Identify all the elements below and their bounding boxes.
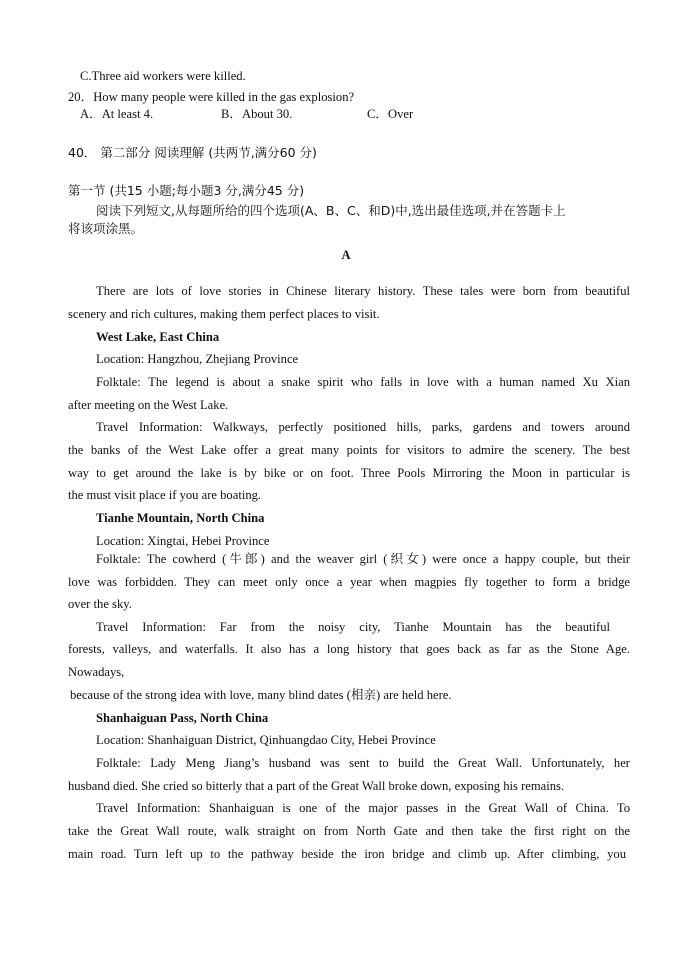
- tianhe-folktale-line-1: Folktale: The cowherd (牛郎) and the weaver girl (织女) were once a happy couple, but their: [96, 552, 630, 566]
- intro-line-1: There are lots of love stories in Chinese literary history. These tales were born from beautiful: [96, 284, 630, 298]
- q20-option-b: B．About 30.: [221, 107, 293, 121]
- west-lake-title: West Lake, East China: [96, 330, 220, 344]
- intro-line-2: scenery and rich cultures, making them perfect places to visit.: [68, 307, 380, 321]
- shanhaiguan-folktale-line-1: Folktale: Lady Meng Jiang’s husband was sent to build the Great Wall. Unfortunately, her: [96, 756, 630, 770]
- shanhaiguan-travel-line-2: take the Great Wall route, walk straight on from North Gate and then take the first right on the: [68, 824, 630, 838]
- q20-stem: 20．How many people were killed in the gas explosion?: [68, 90, 355, 104]
- tianhe-title: Tianhe Mountain, North China: [96, 511, 265, 525]
- q20-option-a: A．At least 4.: [80, 107, 154, 121]
- west-lake-location: Location: Hangzhou, Zhejiang Province: [96, 352, 299, 366]
- tianhe-folktale-line-3: over the sky.: [68, 597, 132, 611]
- tianhe-travel-line-4: because of the strong idea with love, many blind dates (相亲) are held here.: [70, 688, 452, 702]
- west-lake-folktale-line-1: Folktale: The legend is about a snake spirit who falls in love with a human named Xu Xian: [96, 375, 630, 389]
- west-lake-travel-line-3: way to get around the lake is by bike or on foot. Three Pools Mirroring the Moon in particular is: [68, 466, 630, 480]
- part2-heading: 40． 第二部分 阅读理解 (共两节,满分60 分): [68, 145, 317, 160]
- west-lake-travel-line-4: the must visit place if you are boating.: [68, 488, 262, 502]
- q20-option-c: C．Over: [367, 107, 414, 121]
- shanhaiguan-folktale-line-2: husband died. She cried so bitterly that a part of the Great Wall broke down, exposing his remains.: [68, 779, 565, 793]
- instructions-line-2: 将该项涂黑。: [68, 221, 144, 236]
- shanhaiguan-title: Shanhaiguan Pass, North China: [96, 711, 269, 725]
- tianhe-folktale-line-2: love was forbidden. They can meet only once a year when magpies fly together to form a bridge: [68, 575, 630, 589]
- section1-heading: 第一节 (共15 小题;每小题3 分,满分45 分): [68, 183, 305, 198]
- tianhe-travel-line-2: forests, valleys, and waterfalls. It also has a long history that goes back as far as the Stone Age.: [68, 642, 630, 656]
- tianhe-location: Location: Xingtai, Hebei Province: [96, 534, 270, 548]
- q19-option-c: C.Three aid workers were killed.: [80, 69, 246, 83]
- west-lake-travel-line-2: the banks of the West Lake offer a great many points for visitors to admire the scenery. The best: [68, 443, 630, 457]
- shanhaiguan-travel-line-3: main road. Turn left up to the pathway beside the iron bridge and climb up. After climbing, you: [68, 847, 626, 861]
- shanhaiguan-location: Location: Shanhaiguan District, Qinhuangdao City, Hebei Province: [96, 733, 436, 747]
- passage-label: A: [341, 248, 351, 262]
- instructions-line-1: 阅读下列短文,从每题所给的四个选项(A、B、C、和D)中,选出最佳选项,并在答题卡上: [96, 203, 566, 218]
- west-lake-travel-line-1: Travel Information: Walkways, perfectly positioned hills, parks, gardens and towers around: [96, 420, 630, 434]
- west-lake-folktale-line-2: after meeting on the West Lake.: [68, 398, 229, 412]
- tianhe-travel-line-3: Nowadays,: [68, 665, 125, 679]
- tianhe-travel-line-1: Travel Information: Far from the noisy city, Tianhe Mountain has the beautiful: [96, 620, 610, 634]
- shanhaiguan-travel-line-1: Travel Information: Shanhaiguan is one of the major passes in the Great Wall of China. To: [96, 801, 630, 815]
